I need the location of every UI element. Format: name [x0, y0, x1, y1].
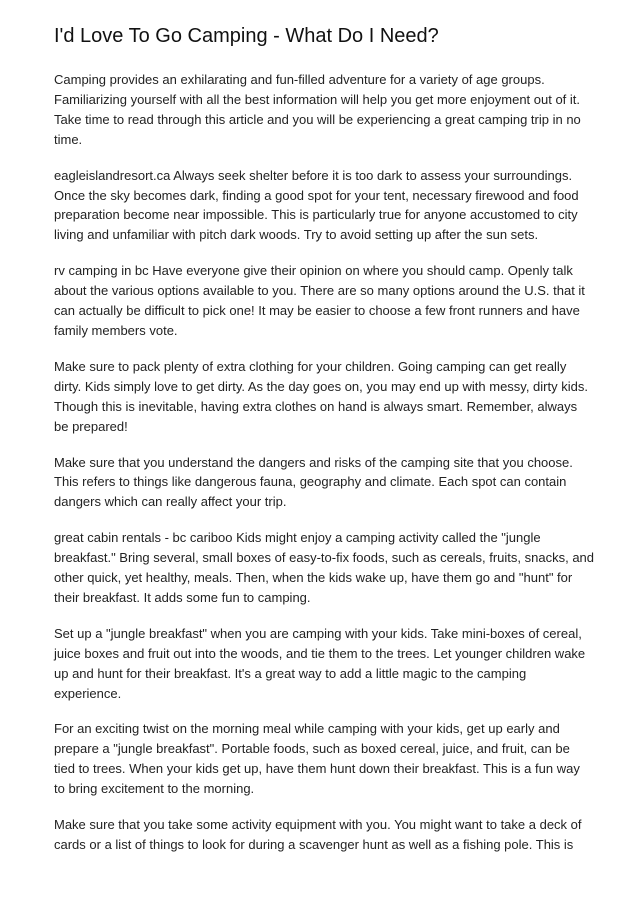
paragraph-activity-equipment: Make sure that you take some activity equipment with you. You might want to take a deck of cards or a list of things to look for during a scavenger hunt as well as a fishing pole. This is: [54, 817, 582, 852]
paragraph-jungle-breakfast-3: For an exciting twist on the morning meal while camping with your kids, get up early and prepare a "jungle breakfast". Portable foods, such as boxed cereal, juice, and fruit, can be tied to trees. When your kids get up, have them hunt down their breakfast. This is a fun way to bring excitement to the morning.: [54, 721, 580, 797]
page-title: I'd Love To Go Camping - What Do I Need?: [54, 25, 439, 47]
document-page: [54, 22, 594, 871]
paragraph-jungle-breakfast-2: Set up a "jungle breakfast" when you are camping with your kids. Take mini-boxes of cereal, juice boxes and fruit out into the woods, and tie them to the trees. Let younger children wake up and hunt for their breakfast. It's a great way to add a little magic to the camping experience.: [54, 625, 586, 701]
paragraph-shelter: eagleislandresort.ca Always seek shelter before it is too dark to assess your surroundings. Once the sky becomes dark, finding a good spot for your tent, necessary firewood and food preparation become near impossible. This is particularly true for anyone accustomed to city living and unfamiliar with pitch dark woods. Try to avoid setting up after the sun sets.: [54, 167, 579, 243]
paragraph-dangers: Make sure that you understand the dangers and risks of the camping site that you choose. This refers to things like dangerous fauna, geography and climate. Each spot can contain dangers which can really affect your trip.: [54, 454, 573, 510]
paragraph-clothing: Make sure to pack plenty of extra clothing for your children. Going camping can get really dirty. Kids simply love to get dirty. As the day goes on, you may end up with messy, dirty kids. Though this is inevitable, having extra clothes on hand is always smart. Remember, always be prepared!: [54, 358, 588, 434]
paragraph-opinion: rv camping in bc Have everyone give their opinion on where you should camp. Openly talk about the various options available to you. There are so many options around the U.S. that it can actually be difficult to pick one! It may be easier to choose a few front runners and have family members vote.: [54, 263, 585, 338]
paragraph-intro: Camping provides an exhilarating and fun-filled adventure for a variety of age groups. Familiarizing yourself with all the best information will help you get more enjoyment out of it. Take time to read through this article and you will be experiencing a great camping trip in no time.: [54, 72, 581, 147]
paragraph-jungle-breakfast-1: great cabin rentals - bc cariboo Kids might enjoy a camping activity called the "jungle breakfast." Bring several, small boxes of easy-to-fix foods, such as cereals, fruits, snacks, and other quick, yet healthy, meals. Then, when the kids wake up, have them go and "hunt" for their breakfast. It adds some fun to camping.: [54, 530, 595, 605]
